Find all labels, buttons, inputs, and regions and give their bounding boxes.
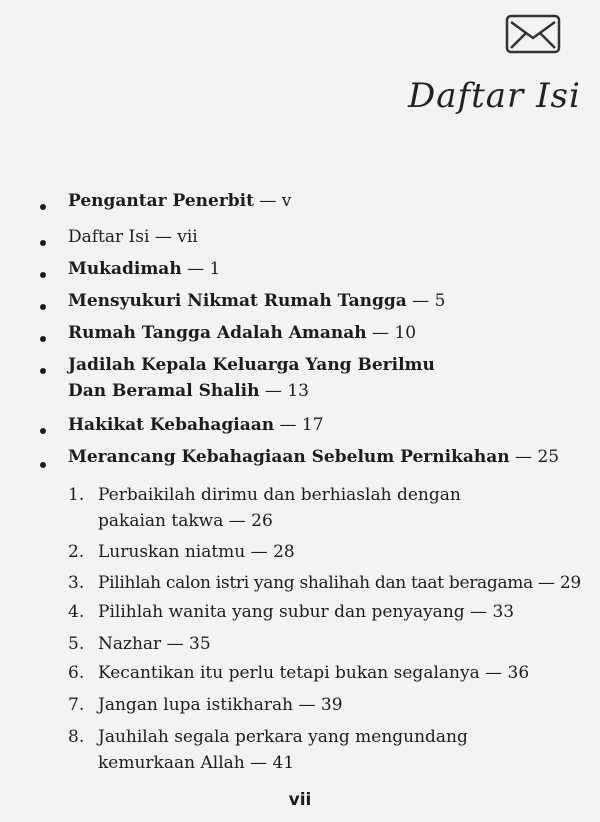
toc-entry: Mukadimah — 1 [68, 259, 221, 279]
subentry-number: 1. [68, 485, 85, 505]
toc-entry: Rumah Tangga Adalah Amanah — 10 [68, 323, 417, 343]
bullet-marker [40, 304, 46, 310]
toc-entry: Mensyukuri Nikmat Rumah Tangga — 5 [68, 291, 446, 311]
subentry-number: 5. [68, 634, 85, 654]
page-title: Daftar Isi [408, 76, 581, 116]
toc-subentry: Perbaikilah dirimu dan berhiaslah dengan [98, 485, 461, 505]
toc-entry-continuation: Dan Beramal Shalih — 13 [68, 381, 309, 401]
toc-subentry: Pilihlah calon istri yang shalihah dan taat beragama — 29 [98, 573, 581, 593]
toc-subentry: Luruskan niatmu — 28 [98, 542, 295, 562]
toc-subentry-continuation: kemurkaan Allah — 41 [98, 753, 295, 773]
page-number: vii [288, 790, 312, 810]
toc-subentry: Jangan lupa istikharah — 39 [98, 695, 343, 715]
subentry-number: 4. [68, 602, 85, 622]
subentry-number: 2. [68, 542, 85, 562]
bullet-marker [40, 240, 46, 246]
toc-subentry: Jauhilah segala perkara yang mengundang [98, 727, 468, 747]
bullet-marker [40, 428, 46, 434]
bullet-marker [40, 272, 46, 278]
subentry-number: 6. [68, 663, 85, 683]
toc-subentry: Pilihlah wanita yang subur dan penyayang — 33 [98, 602, 515, 622]
toc-entry: Hakikat Kebahagiaan — 17 [68, 415, 324, 435]
bullet-marker [40, 368, 46, 374]
toc-subentry: Nazhar — 35 [98, 634, 211, 654]
toc-subentry: Kecantikan itu perlu tetapi bukan segalanya — 36 [98, 663, 530, 683]
subentry-number: 3. [68, 573, 85, 593]
bullet-marker [40, 204, 46, 210]
toc-entry: Merancang Kebahagiaan Sebelum Pernikahan — 25 [68, 447, 560, 467]
bullet-marker [40, 462, 46, 468]
toc-entry: Jadilah Kepala Keluarga Yang Berilmu [68, 355, 435, 375]
subentry-number: 7. [68, 695, 85, 715]
envelope-icon [505, 14, 561, 54]
bullet-marker [40, 336, 46, 342]
toc-entry: Pengantar Penerbit — v [68, 191, 292, 211]
toc-subentry-continuation: pakaian takwa — 26 [98, 511, 273, 531]
subentry-number: 8. [68, 727, 85, 747]
toc-entry: Daftar Isi — vii [68, 227, 198, 247]
